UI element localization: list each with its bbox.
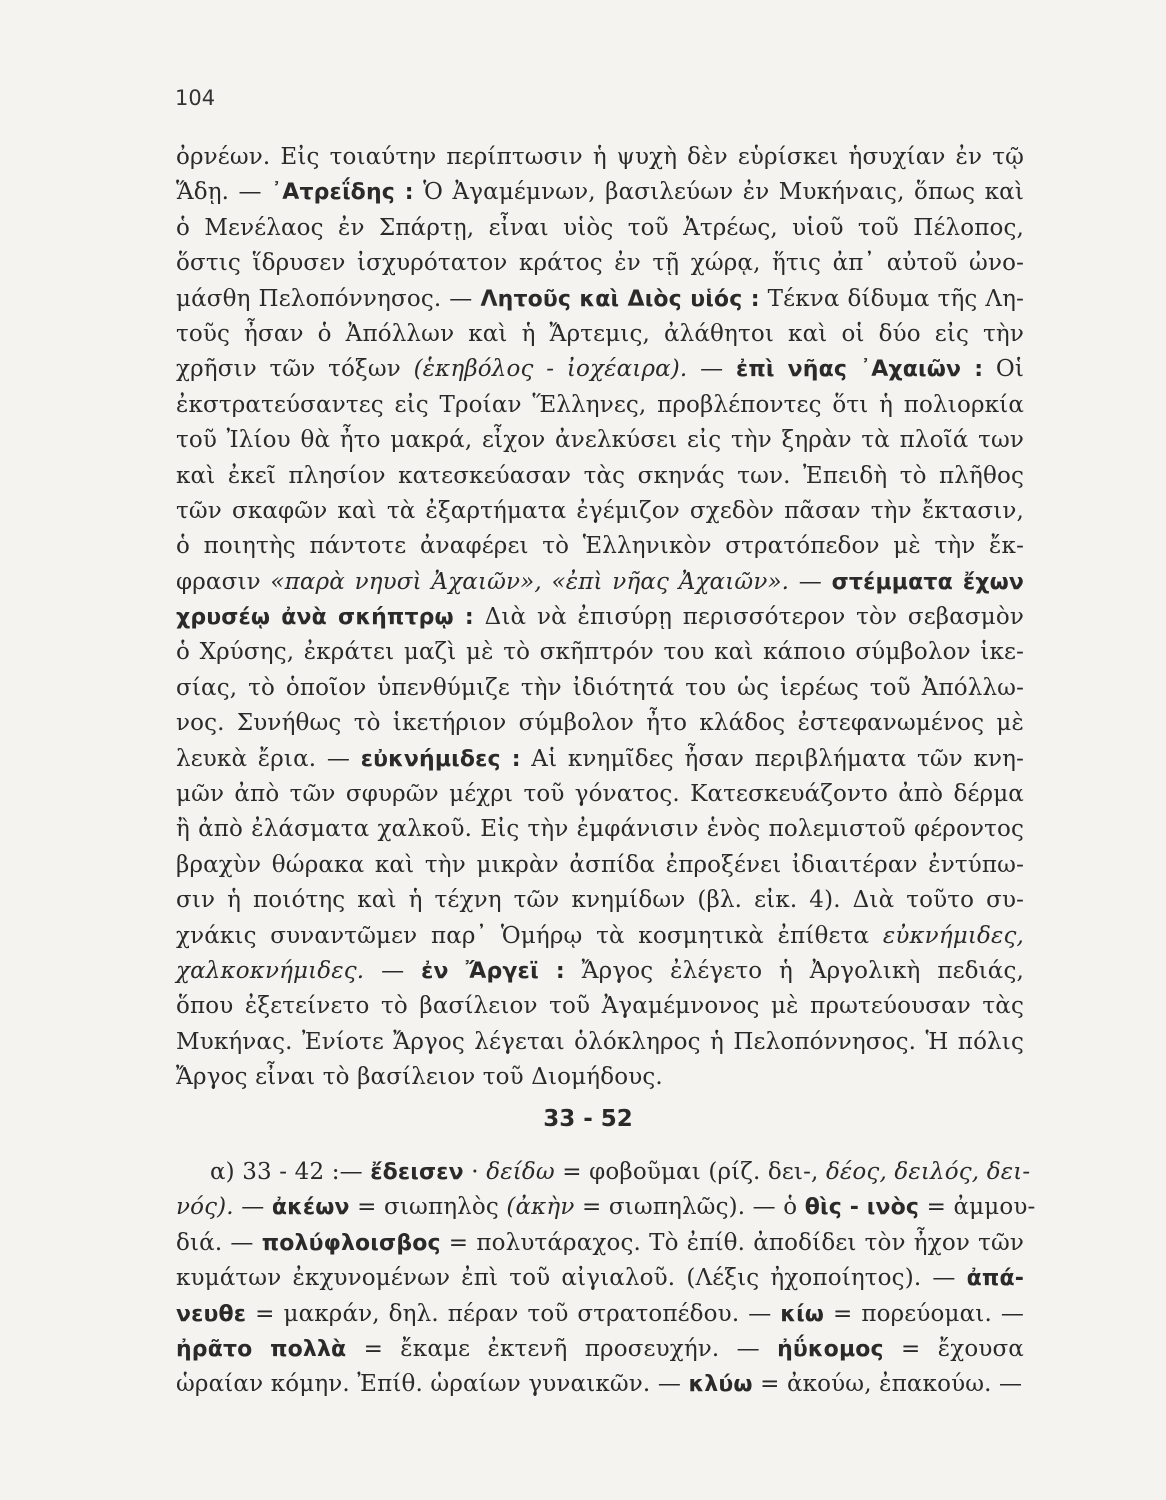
lemma-term: ἀπά- — [966, 1266, 1024, 1292]
text-line — [176, 848, 1024, 883]
text-line — [176, 919, 1024, 954]
text-run: — — [789, 568, 832, 595]
lemma-term: στέμματα ἔχων — [831, 569, 1024, 595]
text-run: = φοβοῦμαι (ρίζ. δει-, — [554, 1159, 826, 1185]
text-run: ὡραίαν κόμην. Ἐπίθ. ὡραίων γυναικῶν. — — [176, 1371, 689, 1398]
text-run: α) 33 - 42 :— — [210, 1159, 371, 1185]
text-line — [176, 494, 1024, 529]
text-line — [176, 565, 1024, 600]
lemma-term: ἐπὶ νῆας ᾿Αχαιῶν : — [735, 357, 984, 383]
text-line — [176, 1190, 1036, 1225]
text-run: Ἄργος εἶναι τὸ βασίλειον τοῦ Διομήδους. — [176, 1064, 663, 1091]
quoted-term: δείδω — [486, 1159, 555, 1185]
text-run: σιν ἡ ποιότης καὶ ἡ τέχνη τῶν κνημίδων (βλ. εἰκ. 4). Διὰ τοῦτο συ- — [176, 887, 1024, 914]
text-line — [176, 777, 1024, 812]
text-run: — — [364, 957, 422, 984]
text-line — [176, 211, 1024, 246]
text-line — [176, 423, 1024, 458]
text-run: ὁ ποιητὴς πάντοτε ἀναφέρει τὸ Ἑλληνικὸν στρατόπεδον μὲ τὴν ἔκ- — [176, 533, 1024, 560]
text-line — [176, 1297, 1024, 1332]
text-line — [176, 883, 1024, 918]
text-run: ἢ ἀπὸ ἐλάσματα χαλκοῦ. Εἰς τὴν ἐμφάνισιν ἑνὸς πολεμιστοῦ φέροντος — [176, 816, 1024, 843]
commentary-paragraph — [176, 140, 1024, 1096]
text-line — [176, 1226, 1024, 1261]
text-run: μῶν ἀπὸ τῶν σφυρῶν μέχρι τοῦ γόνατος. Κατεσκευάζοντο ἀπὸ δέρμα — [176, 781, 1024, 808]
text-line — [176, 352, 1024, 387]
text-run: = πολυτάραχος. Τὸ ἐπίθ. ἀποδίδει τὸν ἦχον τῶν — [440, 1229, 1024, 1256]
quoted-term: «παρὰ νηυσὶ Ἀχαιῶν», «ἐπὶ νῆας Ἀχαιῶν». — [270, 568, 790, 595]
text-run: Οἱ — [983, 356, 1025, 383]
quoted-term: χαλκοκνήμιδες. — [176, 957, 365, 984]
text-run: τοῦ Ἰλίου θὰ ἦτο μακρά, εἶχον ἀνελκύσει εἰς τὴν ξηρὰν τὰ πλοῖά των — [176, 427, 1024, 454]
lemma-term: ἠΰκομος — [777, 1336, 884, 1362]
text-line — [176, 282, 1024, 317]
text-run: φρασιν — [176, 568, 271, 595]
text-run: Ἅδῃ. — — [176, 179, 272, 206]
quoted-term: νός). — [176, 1194, 234, 1221]
text-line — [176, 246, 1024, 281]
lemma-term: χρυσέῳ ἀνὰ σκήπτρῳ : — [176, 605, 474, 631]
lemma-term: θὶς - ινὸς — [804, 1195, 920, 1221]
text-run: Διὰ νὰ ἐπισύρῃ περισσότερον τὸν σεβασμὸν — [473, 604, 1024, 631]
text-line — [176, 954, 1024, 989]
text-line — [176, 671, 1024, 706]
text-run: = ἀμμου- — [919, 1194, 1036, 1221]
lemma-term: Λητοῦς καὶ Διὸς υἱός : — [480, 286, 760, 312]
text-run: μάσθη Πελοπόννησος. — — [176, 285, 481, 312]
text-run: χρῆσιν τῶν τόξων — [176, 356, 414, 383]
lemma-term: ᾿Ατρεΐδης : — [271, 180, 414, 206]
text-run: = ἔχουσα — [883, 1335, 1024, 1362]
text-run: Ἄργος ἐλέγετο ἡ Ἀργολικὴ πεδιάς, — [564, 957, 1024, 984]
text-line — [176, 742, 1024, 777]
text-line — [176, 175, 1024, 210]
lemma-term: εὐκνήμιδες : — [360, 746, 521, 772]
text-run: Αἱ κνημῖδες ἦσαν περιβλήματα τῶν κνη- — [520, 745, 1025, 772]
lemma-term: νευθε — [176, 1301, 247, 1327]
text-line — [176, 989, 1024, 1024]
text-run: ὅστις ἵδρυσεν ἰσχυρότατον κράτος ἐν τῇ χώρᾳ, ἥτις ἀπ᾿ αὐτοῦ ὠνο- — [176, 250, 1024, 277]
lemma-term: ἀκέων — [271, 1195, 350, 1221]
text-run: χνάκις συναντῶμεν παρ᾿ Ὁμήρῳ τὰ κοσμητικὰ ἐπίθετα — [176, 922, 883, 949]
text-run: = σιωπηλὸς — [349, 1194, 507, 1221]
lemma-term: κλύω — [688, 1372, 753, 1398]
text-run: τοῦς ἦσαν ὁ Ἀπόλλων καὶ ἡ Ἄρτεμις, ἀλάθητοι καὶ οἱ δύο εἰς τὴν — [176, 320, 1024, 347]
text-line — [176, 1025, 1024, 1060]
text-line — [176, 317, 1024, 352]
text-run: κυμάτων ἐκχυνομένων ἐπὶ τοῦ αἰγιαλοῦ. (Λέξις ἠχοποίητος). — — [176, 1265, 967, 1292]
text-run: τῶν σκαφῶν καὶ τὰ ἐξαρτήματα ἐγέμιζον σχεδὸν πᾶσαν τὴν ἔκτασιν, — [176, 497, 1024, 524]
text-line — [176, 706, 1024, 741]
text-run: Τέκνα δίδυμα τῆς Λη- — [759, 285, 1024, 312]
text-line — [176, 812, 1024, 847]
text-run: λευκὰ ἔρια. — — [176, 745, 361, 772]
lemma-term: ἔδεισεν — [370, 1160, 464, 1185]
text-run: νος. Συνήθως τὸ ἱκετήριον σύμβολον ἦτο κλάδος ἐστεφανωμένος μὲ — [176, 710, 1024, 737]
text-run: καὶ ἐκεῖ πλησίον κατεσκεύασαν τὰς σκηνάς των. Ἐπειδὴ τὸ πλῆθος — [176, 462, 1024, 489]
text-run: βραχὺν θώρακα καὶ τὴν μικρὰν ἀσπίδα ἐπροξένει ἰδιαιτέραν ἐντύπω- — [176, 851, 1024, 878]
text-line — [176, 1367, 1024, 1402]
text-run: διά. — — [176, 1229, 262, 1256]
text-run: ὅπου ἐξετείνετο τὸ βασίλειον τοῦ Ἀγαμέμνονος μὲ πρωτεύουσαν τὰς — [176, 993, 1024, 1020]
text-run: = μακράν, δηλ. πέραν τοῦ στρατοπέδου. — — [246, 1300, 781, 1327]
quoted-term: (ἀκὴν — [506, 1194, 575, 1221]
text-line — [176, 1060, 1024, 1095]
lemma-term: πολύφλοισβος — [261, 1230, 441, 1256]
text-run: Ὁ Ἀγαμέμνων, βασιλεύων ἐν Μυκήναις, ὅπως καὶ — [413, 179, 1024, 206]
quoted-term: εὐκνήμιδες, — [882, 922, 1024, 949]
text-run: σίας, τὸ ὁποῖον ὑπενθύμιζε τὴν ἰδιότητά του ὡς ἱερέως τοῦ Ἀπόλλω- — [176, 674, 1024, 701]
section-heading: 33 - 52 — [543, 1106, 633, 1132]
text-line — [176, 1155, 1031, 1190]
text-run: — — [233, 1194, 272, 1221]
quoted-term: (ἑκηβόλος - ἰοχέαιρα). — [413, 356, 688, 383]
text-line — [176, 459, 1024, 494]
text-run: ὀρνέων. Εἰς τοιαύτην περίπτωσιν ἡ ψυχὴ δὲν εὑρίσκει ἡσυχίαν ἐν τῷ — [176, 144, 1024, 170]
text-run: = σιωπηλῶς). — ὁ — [574, 1194, 805, 1221]
text-run: ἐκστρατεύσαντες εἰς Τροίαν Ἕλληνες, προβλέποντες ὅτι ἡ πολιορκία — [176, 391, 1024, 418]
page-number: 104 — [175, 86, 216, 110]
text-run: = ἔκαμε ἐκτενῆ προσευχήν. — — [346, 1335, 778, 1362]
quoted-term: δέος, δειλός, δει- — [825, 1159, 1031, 1185]
text-line — [176, 635, 1024, 670]
text-line — [176, 388, 1024, 423]
text-run: = ἀκούω, ἐπακούω. — — [752, 1371, 1023, 1398]
text-line — [176, 529, 1024, 564]
lemma-term: κίω — [780, 1301, 825, 1327]
text-line — [176, 1261, 1024, 1296]
text-line — [176, 140, 1024, 175]
text-run: — — [687, 356, 736, 383]
text-run: ὁ Μενέλαος ἐν Σπάρτῃ, εἶναι υἱὸς τοῦ Ἀτρέως, υἱοῦ τοῦ Πέλοπος, — [176, 214, 1024, 241]
text-run: = πορεύομαι. — — [824, 1300, 1024, 1327]
commentary-paragraph-2 — [176, 1155, 1036, 1403]
text-line — [176, 1332, 1024, 1367]
lemma-term: ἠρᾶτο πολλὰ — [176, 1336, 347, 1362]
text-run: Μυκήνας. Ἐνίοτε Ἄργος λέγεται ὁλόκληρος ἡ Πελοπόννησος. Ἡ πόλις — [176, 1028, 1024, 1055]
lemma-term: ἐν Ἄργεϊ : — [421, 958, 565, 984]
text-line — [176, 600, 1024, 635]
text-run: · — [463, 1159, 487, 1185]
text-run: ὁ Χρύσης, ἐκράτει μαζὶ μὲ τὸ σκῆπτρόν του καὶ κάποιο σύμβολον ἱκε- — [176, 639, 1024, 666]
